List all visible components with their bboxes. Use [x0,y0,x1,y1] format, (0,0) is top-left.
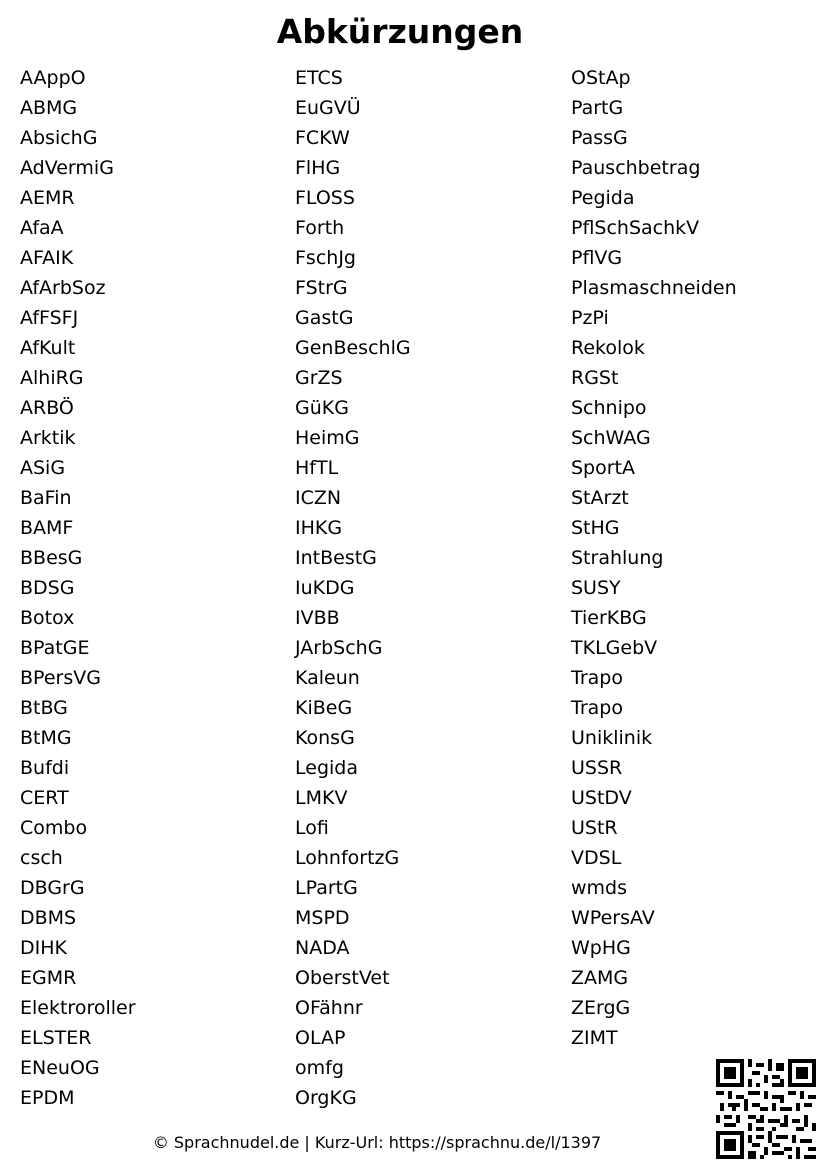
abbreviation-item: ETCS [295,67,343,89]
abbreviation-item: Schnipo [571,397,647,419]
abbreviation-item: wmds [571,877,628,899]
abbreviation-item: IHKG [295,517,343,539]
abbreviation-item: DBGrG [20,877,85,899]
abbreviation-item: AfFSFJ [20,307,79,329]
abbreviation-item: GüKG [295,397,349,419]
abbreviation-item: UStDV [571,787,632,809]
abbreviation-item: Combo [20,817,88,839]
abbreviation-item: TierKBG [571,607,647,629]
abbreviation-item: BDSG [20,577,75,599]
abbreviation-item: BBesG [20,547,83,569]
abbreviation-item: csch [20,847,63,869]
abbreviation-item: Kaleun [295,667,360,689]
abbreviation-item: IntBestG [295,547,377,569]
abbreviation-item: Legida [295,757,358,779]
abbreviation-item: SUSY [571,577,621,599]
abbreviation-item: AfaA [20,217,64,239]
abbreviation-item: Arktik [20,427,76,449]
abbreviation-item: EuGVÜ [295,97,361,119]
abbreviation-item: PzPi [571,307,609,329]
abbreviation-item: LohnfortzG [295,847,400,869]
qr-code-icon[interactable] [716,1059,816,1159]
abbreviation-item: FschJg [295,247,356,269]
abbreviation-item: HeimG [295,427,360,449]
abbreviation-item: Pauschbetrag [571,157,701,179]
abbreviation-column-1 [20,63,136,1113]
abbreviation-item: ARBÖ [20,397,74,419]
abbreviation-item: BtMG [20,727,72,749]
abbreviation-item: Botox [20,607,75,629]
abbreviation-item: Trapo [571,697,623,719]
abbreviation-item: EPDM [20,1087,75,1109]
abbreviation-item: Uniklinik [571,727,653,749]
abbreviation-item: JArbSchG [295,637,383,659]
abbreviation-item: BPersVG [20,667,101,689]
abbreviation-item: USSR [571,757,623,779]
abbreviation-item: AAppO [20,67,86,89]
abbreviation-item: ABMG [20,97,78,119]
abbreviation-item: FlHG [295,157,341,179]
abbreviation-item: Strahlung [571,547,664,569]
abbreviation-item: UStR [571,817,618,839]
abbreviation-item: Lofi [295,817,329,839]
abbreviation-item: EGMR [20,967,77,989]
abbreviation-item: Pegida [571,187,635,209]
abbreviation-item: BaFin [20,487,72,509]
abbreviation-item: PartG [571,97,624,119]
abbreviation-item: OrgKG [295,1087,357,1109]
abbreviation-item: RGSt [571,367,619,389]
abbreviation-item: Trapo [571,667,623,689]
abbreviation-item: Rekolok [571,337,645,359]
abbreviation-item: Elektroroller [20,997,136,1019]
abbreviation-item: FStrG [295,277,348,299]
abbreviation-item: ASiG [20,457,66,479]
abbreviation-item: ICZN [295,487,342,509]
abbreviation-item: ZIMT [571,1027,618,1049]
abbreviation-item: BtBG [20,697,68,719]
abbreviation-item: HfTL [295,457,339,479]
abbreviation-item: AfKult [20,337,76,359]
abbreviation-item: LPartG [295,877,358,899]
abbreviation-item: AlhiRG [20,367,84,389]
abbreviation-item: StArzt [571,487,629,509]
abbreviation-item: NADA [295,937,350,959]
abbreviation-item: KiBeG [295,697,353,719]
abbreviation-item: Forth [295,217,345,239]
abbreviation-item: Plasmaschneiden [571,277,737,299]
page-title: Abkürzungen [276,12,524,51]
abbreviation-item: BAMF [20,517,74,539]
footer-credit: © Sprachnudel.de | Kurz-Url: https://sprachnu.de/l/1397 [152,1133,602,1152]
abbreviation-item: PassG [571,127,628,149]
abbreviation-item: ELSTER [20,1027,92,1049]
abbreviation-item: MSPD [295,907,350,929]
abbreviation-item: OStAp [571,67,631,89]
abbreviation-item: AEMR [20,187,75,209]
abbreviation-item: PflVG [571,247,623,269]
abbreviation-item: WPersAV [571,907,655,929]
abbreviation-item: ZAMG [571,967,629,989]
abbreviation-item: Bufdi [20,757,70,779]
abbreviation-item: AdVermiG [20,157,114,179]
abbreviation-item: CERT [20,787,69,809]
abbreviation-item: OFähnr [295,997,363,1019]
abbreviation-item: AbsichG [20,127,98,149]
abbreviation-item: ZErgG [571,997,631,1019]
abbreviation-item: DIHK [20,937,67,959]
abbreviation-item: AfArbSoz [20,277,106,299]
abbreviation-item: WpHG [571,937,631,959]
abbreviation-column-2 [295,63,411,1113]
abbreviation-column-3 [571,63,737,1053]
abbreviation-item: ENeuOG [20,1057,100,1079]
abbreviation-item: VDSL [571,847,622,869]
abbreviation-item: GrZS [295,367,343,389]
abbreviation-item: GastG [295,307,354,329]
abbreviation-item: StHG [571,517,620,539]
abbreviation-item: KonsG [295,727,355,749]
abbreviation-item: omfg [295,1057,344,1079]
abbreviation-item: TKLGebV [571,637,658,659]
abbreviation-item: IVBB [295,607,340,629]
abbreviation-item: GenBeschlG [295,337,411,359]
abbreviation-item: SportA [571,457,636,479]
abbreviation-item: LMKV [295,787,348,809]
abbreviation-item: SchWAG [571,427,651,449]
abbreviation-item: FLOSS [295,187,355,209]
abbreviation-item: OberstVet [295,967,390,989]
abbreviation-item: BPatGE [20,637,90,659]
abbreviation-item: PflSchSachkV [571,217,700,239]
abbreviation-item: DBMS [20,907,77,929]
abbreviation-item: IuKDG [295,577,355,599]
abbreviation-item: AFAIK [20,247,74,269]
abbreviation-item: OLAP [295,1027,346,1049]
abbreviation-item: FCKW [295,127,350,149]
